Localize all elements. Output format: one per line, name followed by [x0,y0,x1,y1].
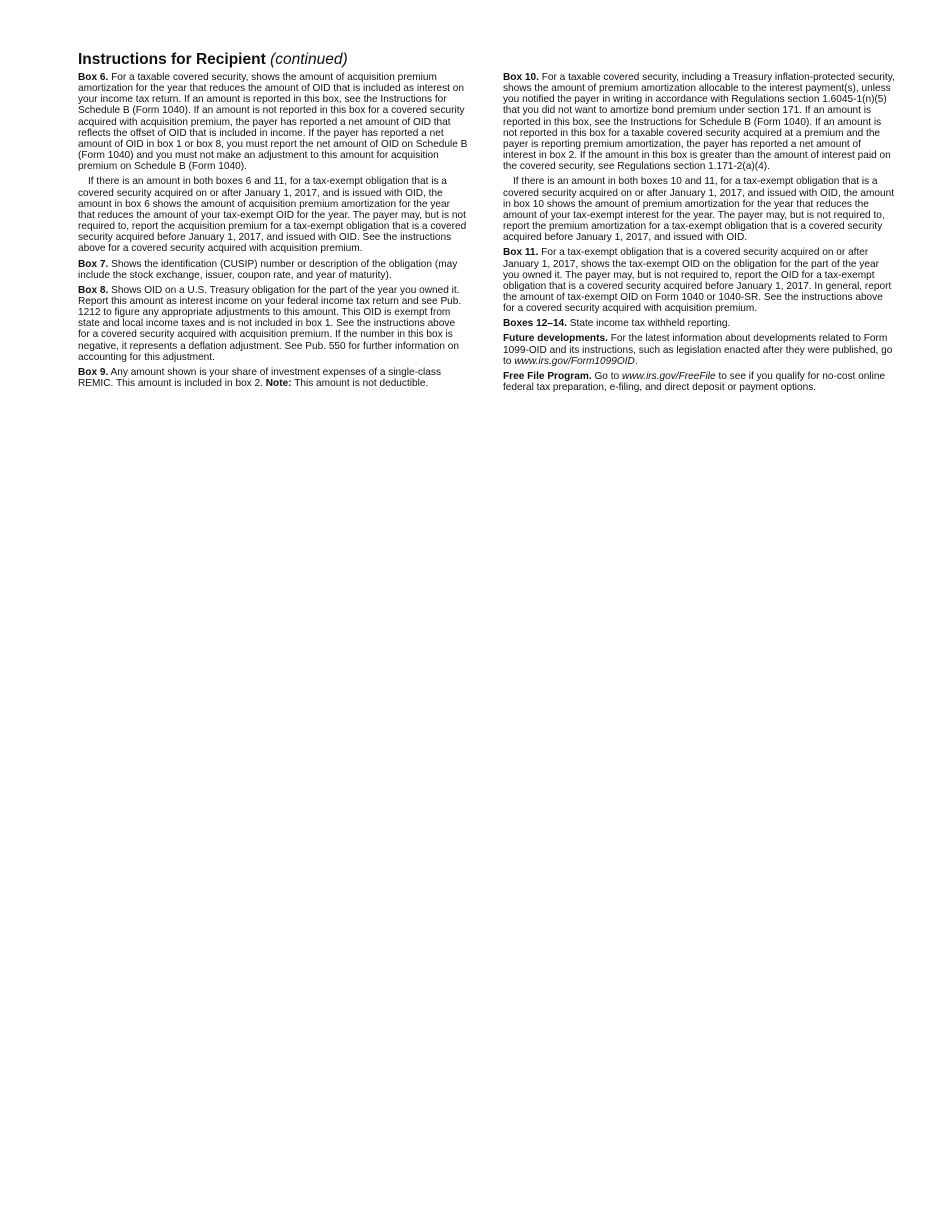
box8-text: Shows OID on a U.S. Treasury obligation for the part of the year you owned it. Report this amount as interest income on your federal income tax return and see Pub. 1212 to figure any appropriate adjustments to this amount. This OID is exempt from state and local income taxes and is not included in box 1. See the instructions above for a covered security acquired with acquisition premium. If the number in this box is negative, it represents a deflation adjustment. See Pub. 550 for further information on accounting for this adjustment. [78,284,462,363]
free-file-label: Free File Program. [503,370,592,382]
box9-note-text: This amount is not deductible. [294,378,429,390]
left-column [78,72,469,393]
title-continued: (continued) [270,51,348,68]
box10-text: For a taxable covered security, including a Treasury inflation-protected security, shows the amount of premium amortization allocable to the interest payment(s), unless you notified the payer in writing in accordance with Regulations section 1.6045-1(n)(5) that you did not want to amortize bond premium under section 171. If an amount is reported in this box, see the Instructions for Schedule B (Form 1040). If an amount is not reported in this box for a taxable covered security acquired at a premium and the payer is reporting premium amortization, the payer has reported a net amount of interest in box 2. If the amount in this box is greater than the amount of interest paid on the covered security, see Regulations section 1.171-2(a)(4). [503,72,895,173]
box9-note-label: Note: [265,378,292,390]
box10-paragraph [503,72,896,172]
box6-paragraph-2: If there is an amount in both boxes 6 and 11, for a tax-exempt obligation that is a covered security acquired on or after January 1, 2017, and is issued with OID, the amount in box 6 shows the amount of acquisition premium amortization for the year that reduces the amount of your tax-exempt OID for the year. The payer may, but is not required to, report the acquisition premium for a tax-exempt obligation that is a covered security acquired before January 1, 2017, and issued with OID. See the instructions above for a covered security acquired with acquisition premium. [78,176,467,255]
box7-label: Box 7. [78,258,109,270]
right-column [503,72,896,397]
title-text: Instructions for Recipient [78,51,266,68]
future-developments-end: . [634,355,638,367]
future-developments-paragraph [503,333,896,366]
freefile-link[interactable]: www.irs.gov/FreeFile [621,370,716,382]
free-file-text-after: to see if you qualify for no-cost online federal tax preparation, e-filing, and direct deposit or payment options. [503,370,886,394]
box9-label: Box 9. [78,366,109,378]
future-developments-label: Future developments. [503,333,608,345]
box10-paragraph-2: If there is an amount in both boxes 10 and 11, for a tax-exempt obligation that is a covered security acquired on or after January 1, 2017, and issued with OID, the amount in box 10 shows the amount of premium amortization for the year that reduces the amount of your tax-exempt interest for the year. The payer may, but is not required to, report the premium amortization for a tax-exempt obligation that is a covered security acquired before January 1, 2017, and issued with OID. [503,176,895,244]
box6-label: Box 6. [78,72,109,83]
free-file-paragraph [503,371,896,393]
free-file-text-before: Go to [594,370,620,382]
box8-label: Box 8. [78,284,109,296]
box8-paragraph [78,285,469,363]
box7-paragraph [78,259,469,281]
page-title [78,51,348,69]
box11-label: Box 11. [503,247,539,259]
future-developments-text: For the latest information about developments related to Form 1099-OID and its instructions, such as legislation enacted after they were published, go to [503,333,893,367]
box11-paragraph [503,247,896,314]
form1099oid-link[interactable]: www.irs.gov/Form1099OID [514,355,635,367]
box6-text: For a taxable covered security, shows the amount of acquisition premium amortization for the year that reduces the amount of OID that is included as interest on your income tax return. If an amount is reported in this box, see the Instructions for Schedule B (Form 1040). If an amount is not reported in this box for a covered security acquired with acquisition premium, the payer has reported a net amount of OID that reflects the offset of OID that is included in income. If the payer has reported a net amount of OID in box 1 or box 8, you must report the net amount of OID on Schedule B (Form 1040) and you must not make an adjustment to this amount for acquisition premium on Schedule B (Form 1040). [78,72,468,173]
boxes12-14-paragraph [503,318,896,329]
box7-text: Shows the identification (CUSIP) number or description of the obligation (may include the stock exchange, issuer, coupon rate, and year of maturity). [78,258,458,281]
box9-text: Any amount shown is your share of investment expenses of a single-class REMIC. This amount is included in box 2. [78,366,442,390]
boxes12-14-label: Boxes 12–14. [503,318,567,330]
box11-text: For a tax-exempt obligation that is a covered security acquired on or after January 1, 2017, shows the tax-exempt OID on the obligation for the part of the year you owned it. The payer may, but is not required to, report the OID for a tax-exempt obligation that is a covered security acquired before January 1, 2017. In general, report the amount of tax-exempt OID on Form 1040 or 1040-SR. See the instructions above for a covered security acquired with acquisition premium. [503,247,892,315]
boxes12-14-text: State income tax withheld reporting. [569,318,731,330]
box10-label: Box 10. [503,72,539,83]
box6-paragraph [78,72,469,172]
box9-paragraph [78,367,469,389]
